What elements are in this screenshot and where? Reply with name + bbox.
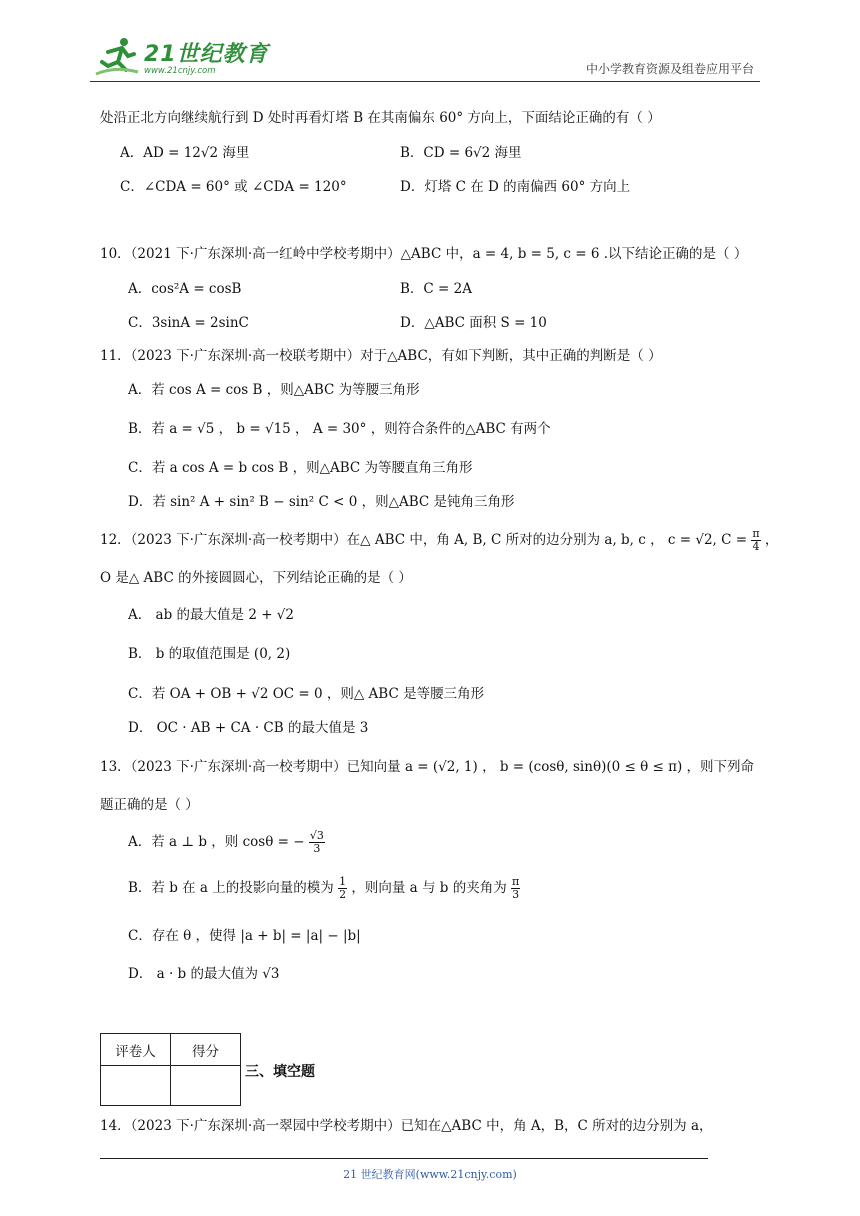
fraction-denominator: 2	[339, 888, 347, 901]
site-logo[interactable]	[94, 34, 269, 78]
q13-option-a-fraction	[309, 830, 325, 855]
fraction-numerator: 1	[339, 875, 347, 888]
q9-option-d: D．灯塔 C 在 D 的南偏西 60° 方向上	[400, 179, 631, 195]
q12-stem-line1	[100, 528, 778, 553]
section-heading-fill-in: 三、填空题	[245, 1064, 315, 1080]
q9-option-c: C．∠CDA = 60° 或 ∠CDA = 120°	[120, 179, 347, 195]
q12-stem-end: ，	[764, 532, 779, 548]
q9-option-a: A．AD = 12√2 海里	[120, 145, 250, 161]
q9-option-b: B．CD = 6√2 海里	[400, 145, 522, 161]
grader-score-table	[100, 1033, 241, 1106]
q13-option-b-fraction-1	[338, 876, 347, 901]
q11-stem: 11．（2023 下·广东深圳·高一校联考期中）对于△ABC，有如下判断，其中正确的判断是（ ）	[100, 348, 662, 364]
q13-option-b-text: B．若 b 在 a 上的投影向量的模为	[128, 880, 334, 896]
fraction-denominator: 4	[752, 540, 760, 553]
fraction-denominator: 3	[512, 888, 520, 901]
fraction-denominator: 3	[313, 842, 321, 855]
q12-option-a: A． ab 的最大值是 2 + √2	[128, 607, 294, 623]
q10-option-b: B．C = 2A	[400, 281, 472, 297]
q11-option-c: C．若 a cos A = b cos B ，则△ABC 为等腰直角三角形	[128, 460, 473, 476]
q12-stem-line2: O 是△ ABC 的外接圆圆心，下列结论正确的是（ ）	[100, 570, 412, 586]
q12-fraction-pi-over-4	[751, 528, 760, 553]
q12-stem-text: 12．（2023 下·广东深圳·高一校考期中）在△ ABC 中，角 A, B, C 所对的边分别为 a, b, c ， c = √2, C =	[100, 532, 748, 548]
page-footer[interactable]: 21 世纪教育网(www.21cnjy.com)	[343, 1168, 517, 1181]
q13-option-a-text: A．若 a ⊥ b ，则 cosθ = −	[128, 834, 305, 850]
q13-option-c: C．存在 θ ，使得 |a + b| = |a| − |b|	[128, 928, 361, 944]
grader-header-cell: 评卷人	[101, 1034, 171, 1066]
platform-name: 中小学教育资源及组卷应用平台	[585, 62, 754, 76]
q10-option-d: D．△ABC 面积 S = 10	[400, 315, 547, 331]
score-header-cell: 得分	[171, 1034, 241, 1066]
q13-option-b	[128, 876, 520, 901]
q12-option-c: C．若 OA + OB + √2 OC = 0 ，则△ ABC 是等腰三角形	[128, 686, 485, 702]
grader-input-cell[interactable]	[101, 1066, 171, 1106]
q11-option-b: B．若 a = √5 ， b = √15 ， A = 30° ，则符合条件的△ABC 有两个	[128, 421, 551, 437]
fraction-numerator: π	[512, 875, 520, 888]
q13-option-b-text-mid: ，则向量 a 与 b 的夹角为	[351, 880, 507, 896]
logo-url: www.21cnjy.com	[144, 65, 216, 76]
page-header	[90, 34, 760, 82]
q14-stem: 14．（2023 下·广东深圳·高一翠园中学校考期中）已知在△ABC 中，角 A，B，C 所对的边分别为 a，	[100, 1118, 713, 1134]
q11-option-a: A．若 cos A = cos B ，则△ABC 为等腰三角形	[128, 382, 420, 398]
logo-title: 21世纪教育	[144, 41, 269, 67]
q13-option-d: D． a · b 的最大值为 √3	[128, 966, 280, 982]
footer-divider	[100, 1158, 708, 1159]
q13-option-a	[128, 830, 325, 855]
q12-option-d: D． OC · AB + CA · CB 的最大值是 3	[128, 720, 369, 736]
q10-option-c: C．3sinA = 2sinC	[128, 315, 249, 331]
fraction-numerator: √3	[309, 829, 324, 842]
q13-option-b-fraction-2	[511, 876, 520, 901]
q13-stem-line2: 题正确的是（ ）	[100, 797, 199, 813]
q10-stem: 10．（2021 下·广东深圳·高一红岭中学校考期中）△ABC 中，a = 4, b = 5, c = 6 .以下结论正确的是（ ）	[100, 246, 748, 262]
q10-option-a: A．cos²A = cosB	[128, 281, 242, 297]
q11-option-d: D．若 sin² A + sin² B − sin² C < 0 ，则△ABC 是钝角三角形	[128, 494, 515, 510]
q9-stem-continued: 处沿正北方向继续航行到 D 处时再看灯塔 B 在其南偏东 60° 方向上，下面结论正确的有（ ）	[100, 110, 661, 126]
running-figure-logo-icon	[94, 36, 140, 76]
fraction-numerator: π	[752, 527, 760, 540]
score-input-cell[interactable]	[171, 1066, 241, 1106]
q12-option-b: B． b 的取值范围是 (0, 2)	[128, 646, 291, 662]
q13-stem-line1: 13．（2023 下·广东深圳·高一校考期中）已知向量 a = (√2, 1) ， b = (cosθ, sinθ)(0 ≤ θ ≤ π) ，则下列命	[100, 759, 755, 775]
